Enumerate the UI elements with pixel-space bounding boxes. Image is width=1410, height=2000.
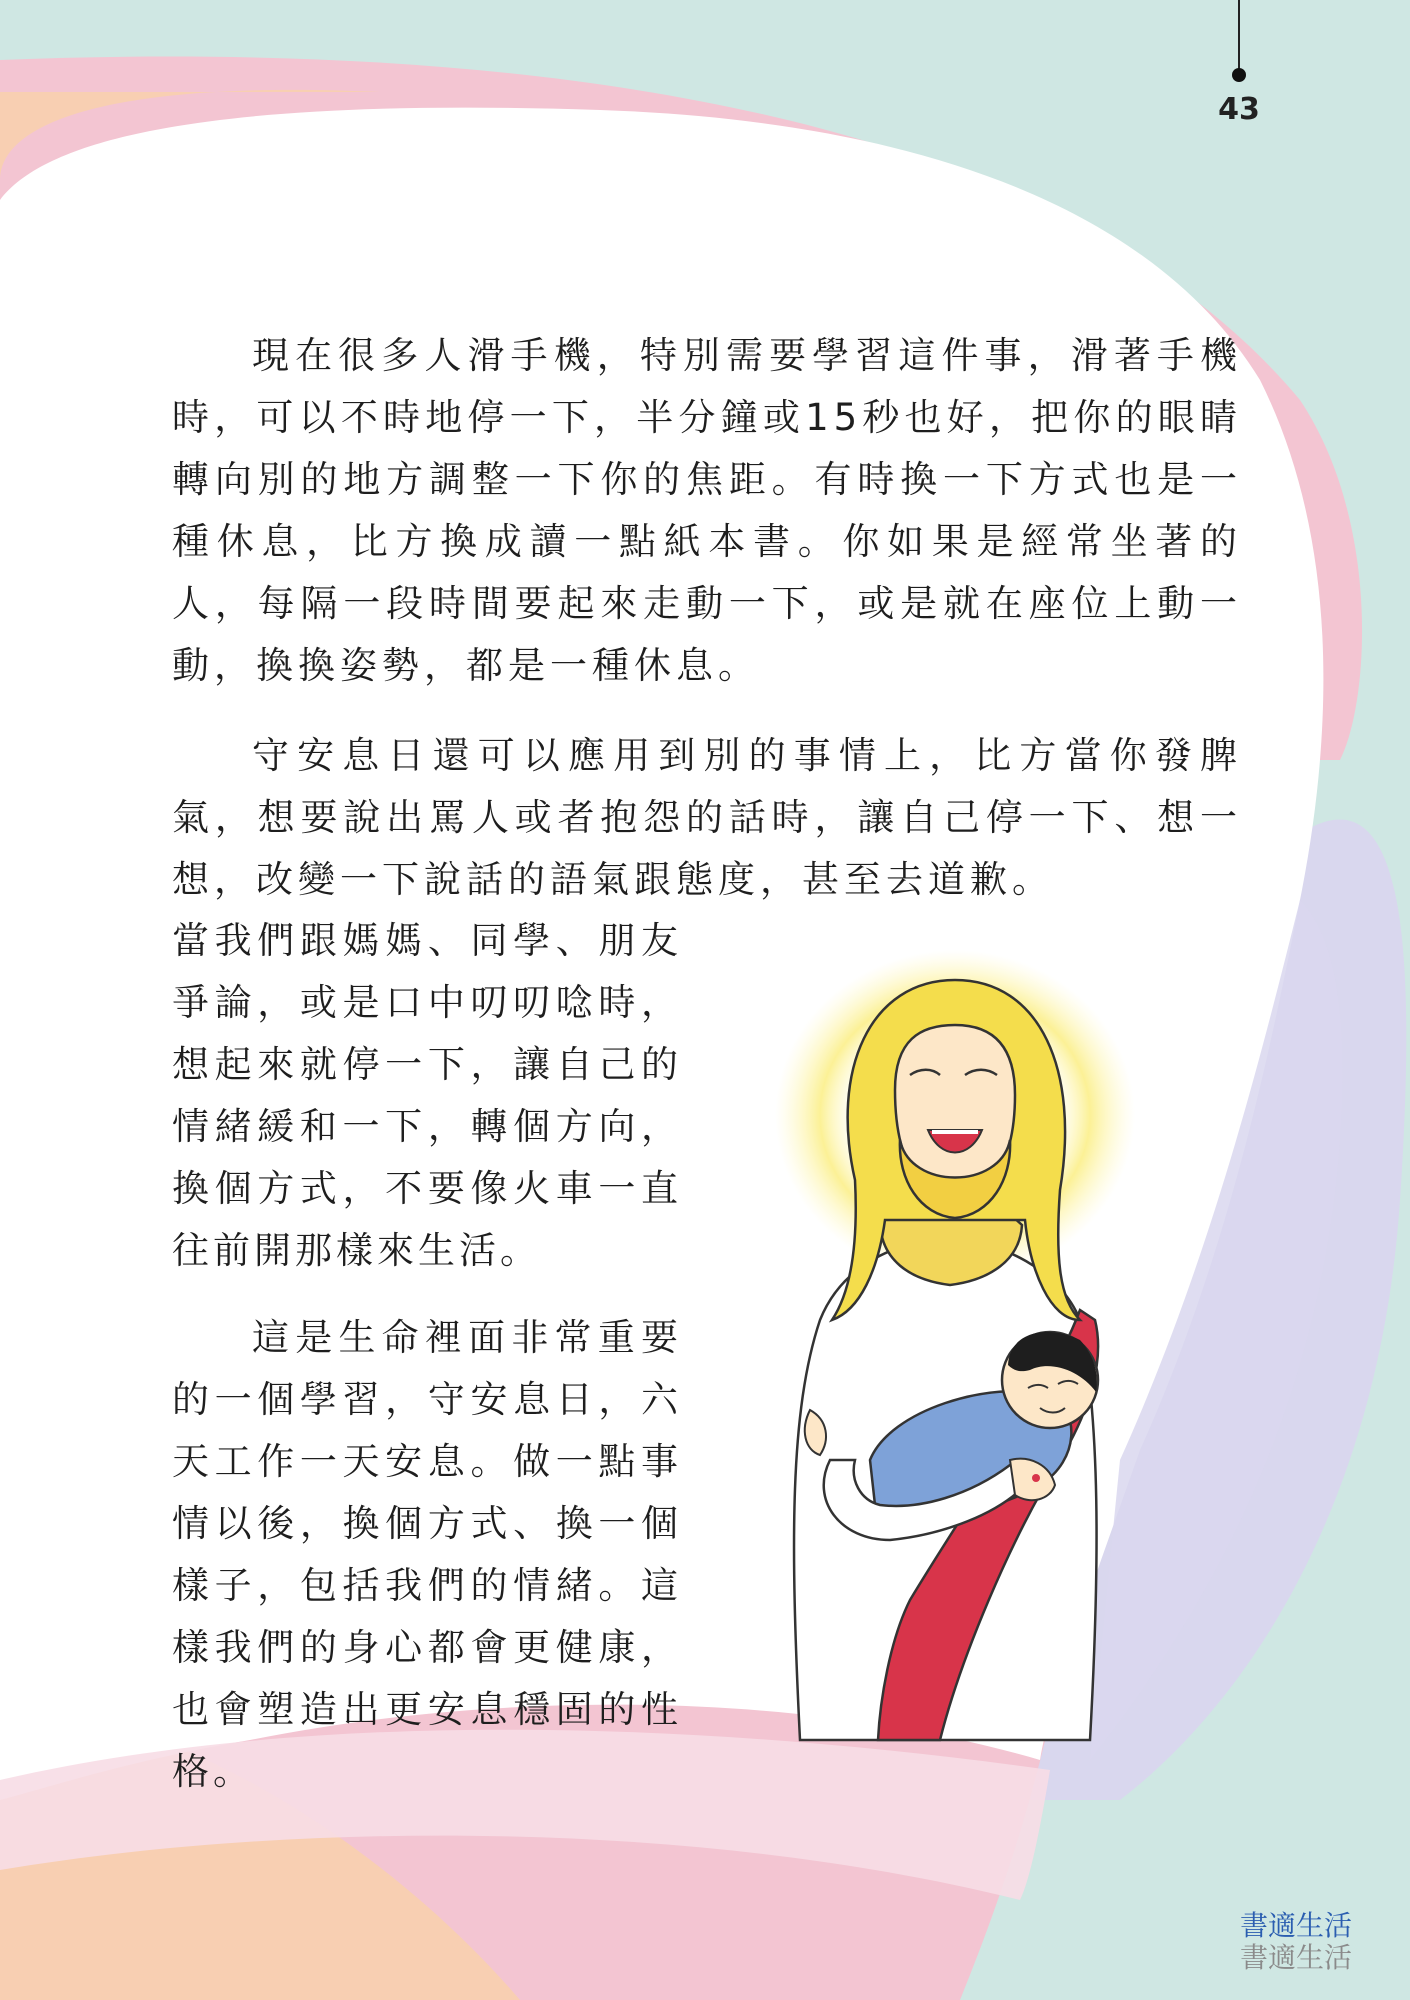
paragraph-sabbath-learning: 這是生命裡面非常重要的一個學習，守安息日，六天工作一天安息。做一點事情以後，換個方式、換一個樣子，包括我們的情緒。這樣我們的身心都會更健康，也會塑造出更安息穩固的性格。	[172, 1316, 682, 1793]
jesus-holding-child-illustration-icon	[760, 940, 1160, 1760]
paragraph-temper: 守安息日還可以應用到別的事情上，比方當你發脾氣，想要說出罵人或者抱怨的話時，讓自己停一下、想一想，改變一下說話的語氣跟態度，甚至去道歉。	[172, 734, 1242, 901]
page-marker-dot	[1232, 68, 1246, 82]
paragraph-arguments: 當我們跟媽媽、同學、朋友爭論，或是口中叨叨唸時，想起來就停一下，讓自己的情緒緩和一下，轉個方向，換個方式，不要像火車一直往前開那樣來生活。	[172, 919, 682, 1272]
brand-text-secondary: 書適生活	[1239, 1941, 1352, 1974]
page-number: 43	[1218, 92, 1260, 127]
publisher-brand	[1240, 1910, 1352, 1974]
brand-text-primary: 書適生活	[1239, 1909, 1352, 1942]
page-marker-line	[1238, 0, 1240, 72]
paragraph-phone-rest: 現在很多人滑手機，特別需要學習這件事，滑著手機時，可以不時地停一下，半分鐘或15秒也好，把你的眼睛轉向別的地方調整一下你的焦距。有時換一下方式也是一種休息，比方換成讀一點紙本書。你如果是經常坐著的人，每隔一段時間要起來走動一下，或是就在座位上動一動，換換姿勢，都是一種休息。	[172, 334, 1242, 687]
